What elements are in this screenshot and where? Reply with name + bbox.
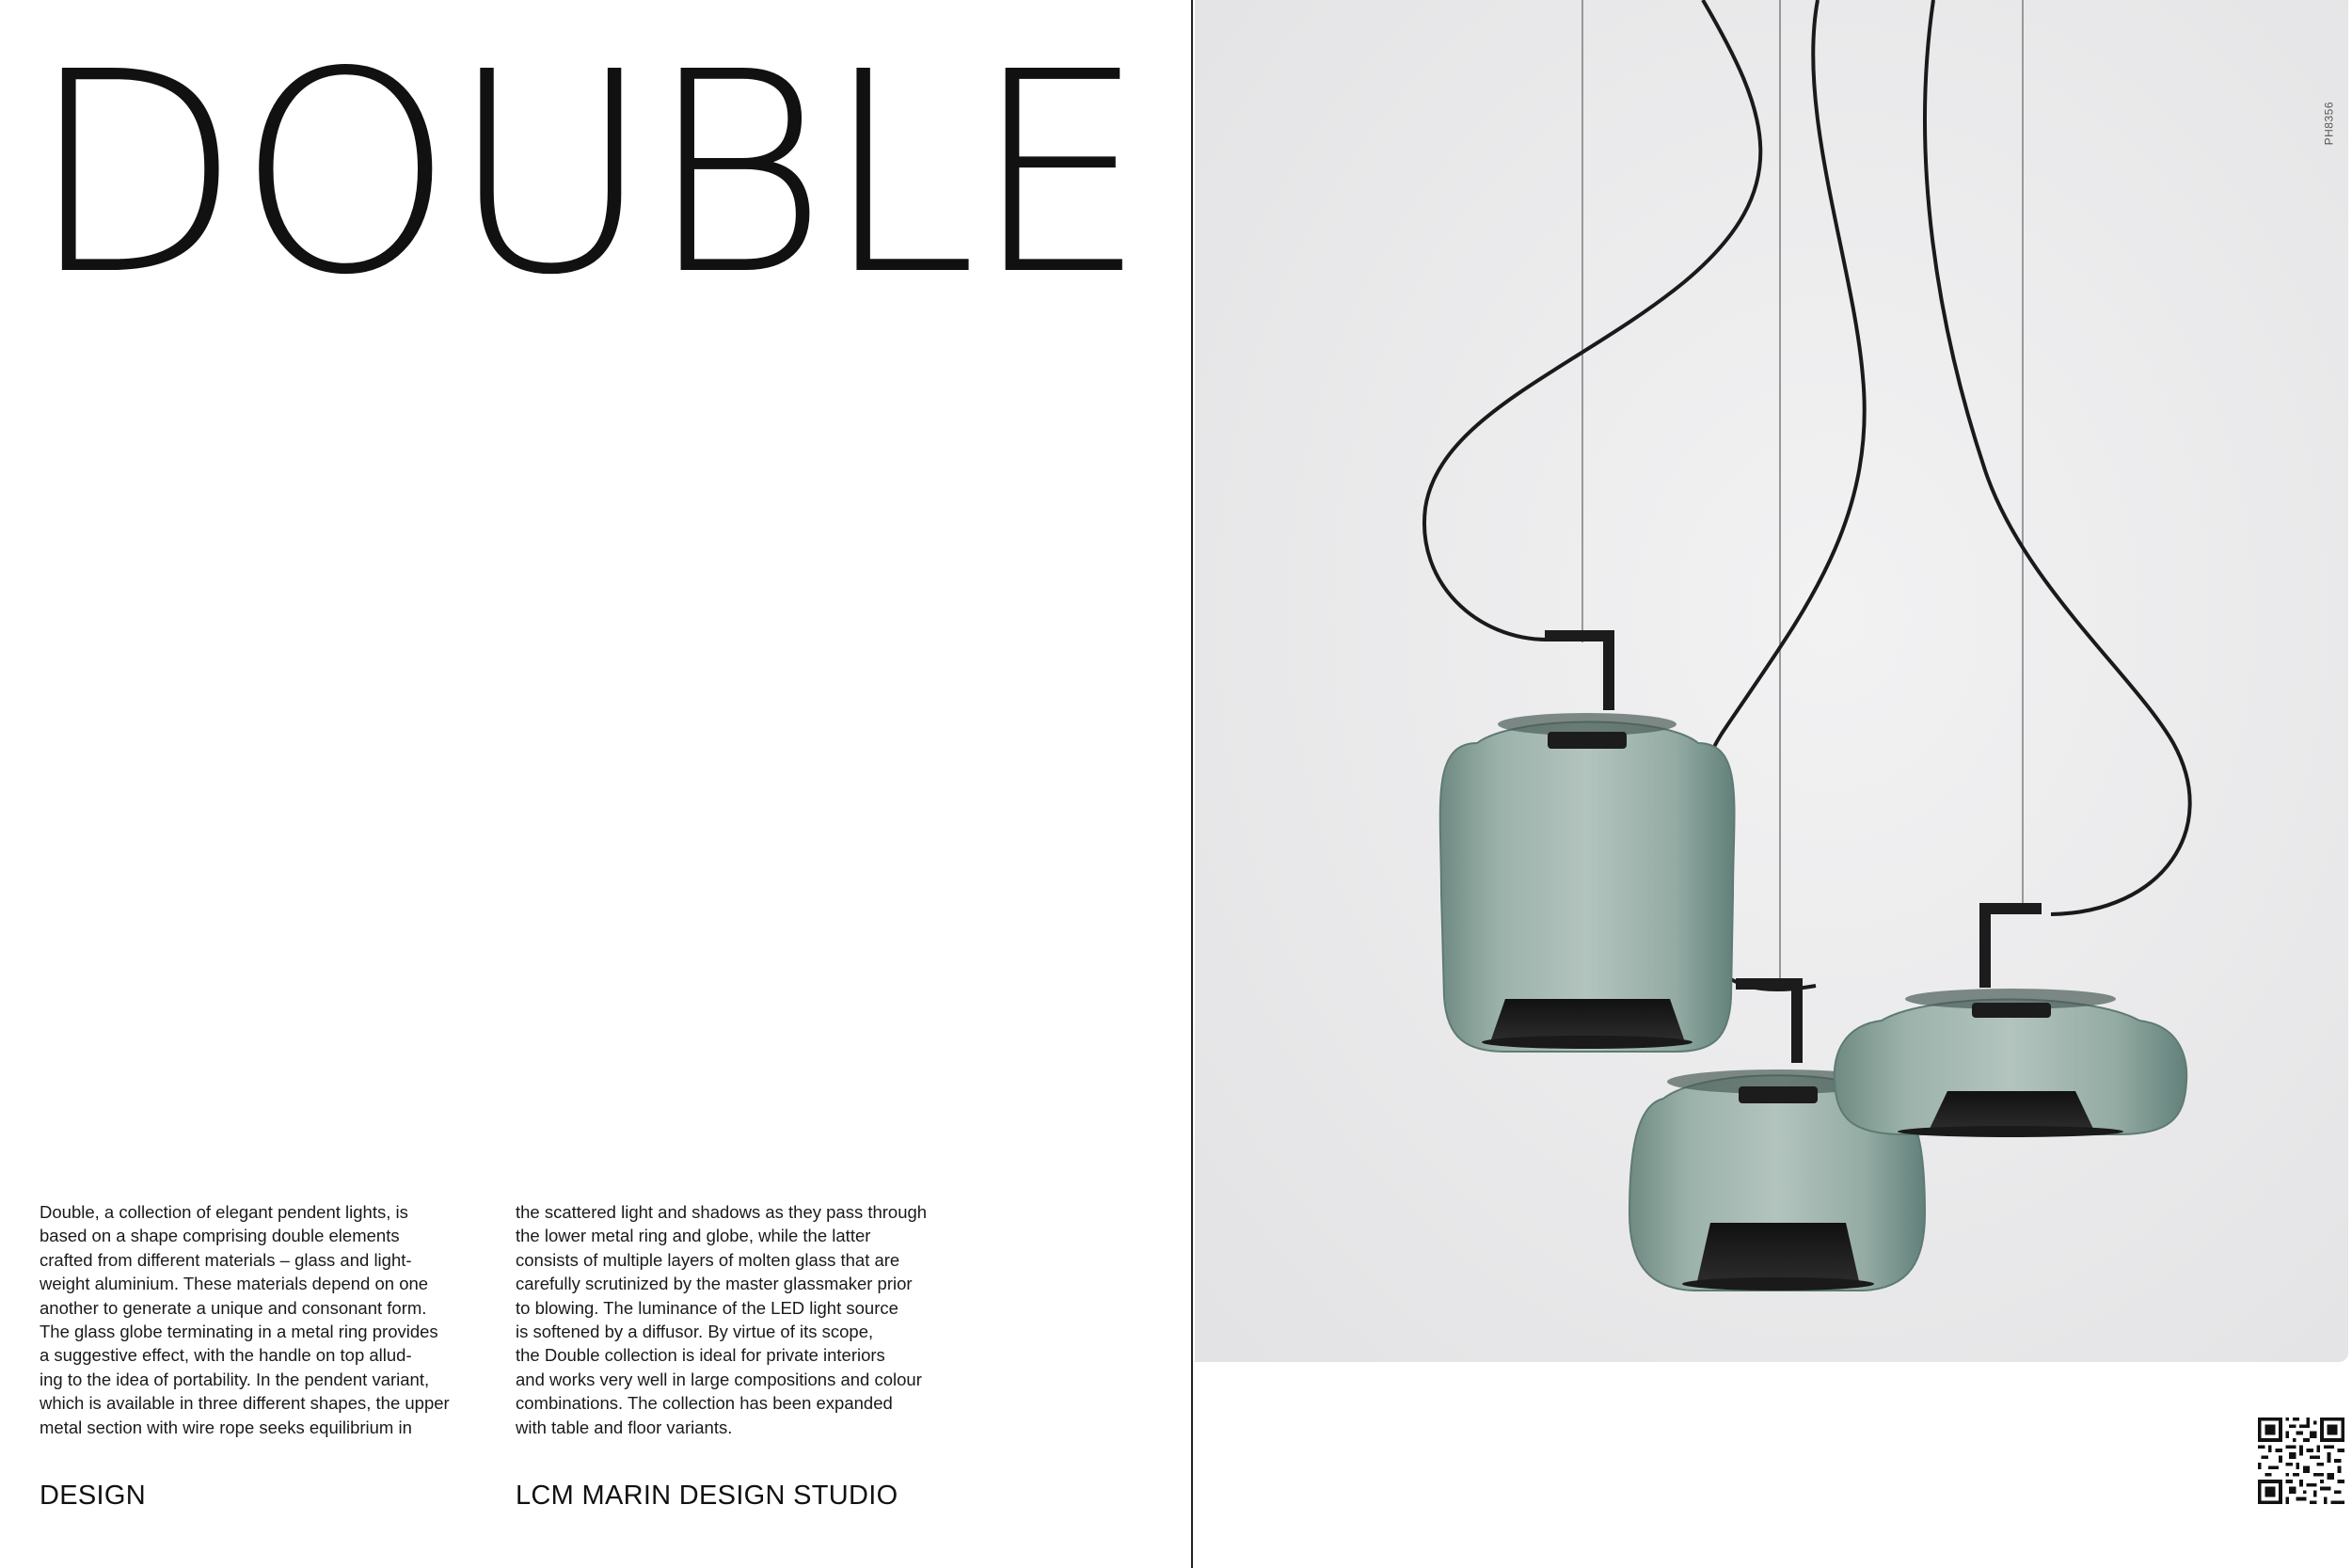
description-line: The glass globe terminating in a metal ring provides	[40, 1322, 438, 1342]
design-label: DESIGN	[40, 1481, 146, 1511]
description-line: is softened by a diffusor. By virtue of its scope,	[516, 1322, 874, 1342]
description-line: crafted from different materials – glass and light-	[40, 1249, 412, 1270]
description-line: with table and floor variants.	[516, 1417, 733, 1437]
description-line: consists of multiple layers of molten glass that are	[516, 1249, 900, 1270]
description-line: and works very well in large compositions and colour	[516, 1369, 922, 1389]
description-line: combinations. The collection has been expanded	[516, 1393, 893, 1414]
description-line: the scattered light and shadows as they pass through	[516, 1202, 928, 1222]
description-line: a suggestive effect, with the handle on top allud-	[40, 1345, 412, 1366]
description-line: the Double collection is ideal for private interiors	[516, 1345, 885, 1366]
description-line: to blowing. The luminance of the LED light source	[516, 1297, 898, 1318]
page-divider	[1191, 0, 1193, 1568]
description-line: which is available in three different shapes, the upper	[40, 1393, 450, 1414]
page-title: DOUBLE	[28, 12, 1142, 336]
description-column-1	[40, 1200, 510, 1439]
qr-code-icon[interactable]	[2258, 1418, 2344, 1504]
description-line: carefully scrutinized by the master glassmaker prior	[516, 1274, 913, 1294]
designer-name: LCM MARIN DESIGN STUDIO	[516, 1481, 898, 1511]
description-line: Double, a collection of elegant pendent lights, is	[40, 1202, 408, 1222]
product-photo	[1195, 0, 2348, 1362]
description-line: weight aluminium. These materials depend on one	[40, 1274, 429, 1294]
description-line: another to generate a unique and consonant form.	[40, 1297, 427, 1318]
photo-code: PH8356	[2322, 102, 2335, 146]
description-line: based on a shape comprising double elements	[40, 1226, 400, 1246]
description-line: the lower metal ring and globe, while the latter	[516, 1226, 871, 1246]
description-line: ing to the idea of portability. In the pendent variant,	[40, 1369, 430, 1389]
description-line: metal section with wire rope seeks equilibrium in	[40, 1417, 412, 1437]
description-column-2	[516, 1200, 986, 1439]
